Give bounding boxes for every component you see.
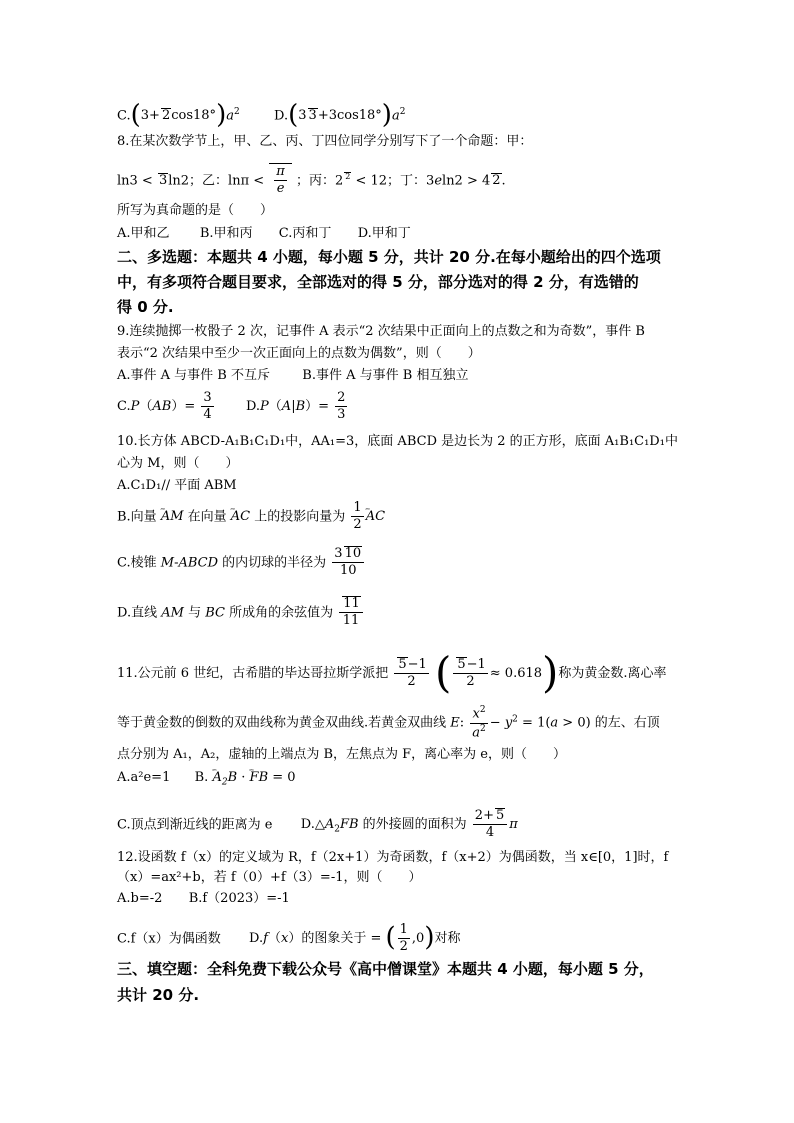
- q11-line3: 点分别为 A₁，A₂，虚轴的上端点为 B，左焦点为 F，离心率为 e，则（ ）: [117, 747, 566, 762]
- q8-statements: ln3 < 3ln2；乙：lnπ < $\frac{\pi}{e}$ ；丙：2 $^2$ < 12；丁：3eln2 > 4 2.: [117, 164, 506, 197]
- q11-options-cd: [117, 808, 518, 842]
- q11-options-ab: [117, 770, 296, 789]
- q8-opt-a: A.甲和乙: [117, 226, 170, 241]
- q9-line2: 表示“2 次结果中至少一次正面向上的点数为偶数”，则（ ）: [117, 346, 481, 361]
- section3-line1: 三、填空题：全科免费下载公众号《高中僧课堂》本题共 4 小题，每小题 5 分，: [117, 960, 654, 978]
- section2-line3: 得 0 分.: [117, 298, 174, 316]
- q11-line2: 等于黄金数的倒数的双曲线称为黄金双曲线.若黄金双曲线 E: $\frac{x^2}{a^2}$ − $y^2 = 1(a > 0)$ 的左、右顶: [117, 705, 660, 740]
- q11-line1: 11.公元前 6 世纪，古希腊的毕达哥拉斯学派把 $\frac{5-1}{2}$ ( $\frac{5-1}{2}$ ≈ 0.618)称为黄金数.离心率: [117, 648, 667, 697]
- q12-options-ab: [117, 891, 290, 908]
- q8-question: 所写为真命题的是（ ）: [117, 203, 274, 218]
- q11-opt-c: C.顶点到渐近线的距离为 e: [117, 817, 273, 833]
- q8-options: [117, 226, 411, 243]
- q10-line1: 10.长方体 ABCD-A₁B₁C₁D₁中，AA₁=3，底面 ABCD 是边长为 2 的正方形，底面 A₁B₁C₁D₁中: [117, 434, 678, 449]
- q12-opt-d: D.f（x）的图象关于 = ( $\frac{1}{2}$ ,0)对称: [249, 922, 461, 955]
- q10-opt-a: A.C₁D₁// 平面 ABM: [117, 478, 237, 493]
- q8-opt-b: B.甲和丙: [199, 226, 253, 241]
- q9-opt-d: D.P（A|B）= $\frac{2}{3}$: [245, 390, 346, 423]
- q8-opt-d: D.甲和丁: [357, 226, 411, 241]
- q10-line2: 心为 M，则（ ）: [117, 456, 239, 471]
- q12-opt-b: B.f（2023）=-1: [188, 891, 290, 906]
- q9-line1: 9.连续抛掷一枚骰子 2 次，记事件 A 表示“2 次结果中正面向上的点数之和为奇数”，事件 B: [117, 324, 645, 339]
- section3-line2: 共计 20 分.: [117, 986, 200, 1004]
- q9-opt-b: B.事件 A 与事件 B 相互独立: [302, 368, 469, 383]
- q9-opt-a: A.事件 A 与事件 B 不互斥: [117, 368, 270, 383]
- q10-opt-c: C.棱锥 M-ABCD 的内切球的半径为 $\frac{3 10}{10}$: [117, 546, 366, 580]
- section2-line1: 二、多选题：本题共 4 小题，每小题 5 分，共计 20 分.在每小题给出的四个选项: [117, 248, 661, 266]
- q12-options-cd: [117, 922, 461, 956]
- q11-opt-d: $D.\triangle A_2FB$ 的外接圆的面积为 $\frac{2+ 5}{4}$ π: [300, 808, 518, 841]
- q9-options-ab: [117, 368, 468, 385]
- q12-opt-c: C.f（x）为偶函数: [117, 931, 221, 947]
- q9-options-cd: [117, 390, 349, 424]
- q10-opt-b: B.向量 ꞈꞈꞈ AM 在向量 ꞈꞈꞈ AC 上的投影向量为 $\frac{1}{2}$ ꞈꞈꞈ AC: [117, 500, 385, 534]
- q9-opt-c: C.P（AB）= $\frac{3}{4}$: [117, 390, 212, 423]
- q11-opt-b: B. ꞈꞈꞈ $A_2B$ · ꞈꞈꞈ FB = 0: [195, 770, 296, 785]
- q7-options: $C.(3+ 2\cos 18^\circ)a^2$ D.(3 $3+3\cos 18^\circ)a^2$: [117, 100, 406, 130]
- q12-opt-a: A.b=-2: [117, 891, 163, 906]
- q7-opt-c-label: C.: [117, 108, 131, 124]
- q12-line2: （x）=ax²+b，若 f（0）+f（3）=-1，则（ ）: [117, 870, 422, 885]
- q7-opt-d-label: D.: [274, 108, 289, 124]
- q12-line1: 12.设函数 f（x）的定义域为 R，f（2x+1）为奇函数，f（x+2）为偶函数，当 x∈[0，1]时，f: [117, 850, 669, 865]
- q11-opt-a: A.a²e=1: [117, 770, 171, 785]
- q10-opt-d: D.直线 AM 与 BC 所成角的余弦值为 $\frac{11}{11}$: [117, 596, 365, 630]
- q8-opt-c: C.丙和丁: [278, 226, 332, 241]
- section2-line2: 中，有多项符合题目要求，全部选对的得 5 分，部分选对的得 2 分，有选错的: [117, 273, 639, 291]
- q8-stem: 8.在某次数学节上，甲、乙、丙、丁四位同学分别写下了一个命题：甲：: [117, 134, 533, 149]
